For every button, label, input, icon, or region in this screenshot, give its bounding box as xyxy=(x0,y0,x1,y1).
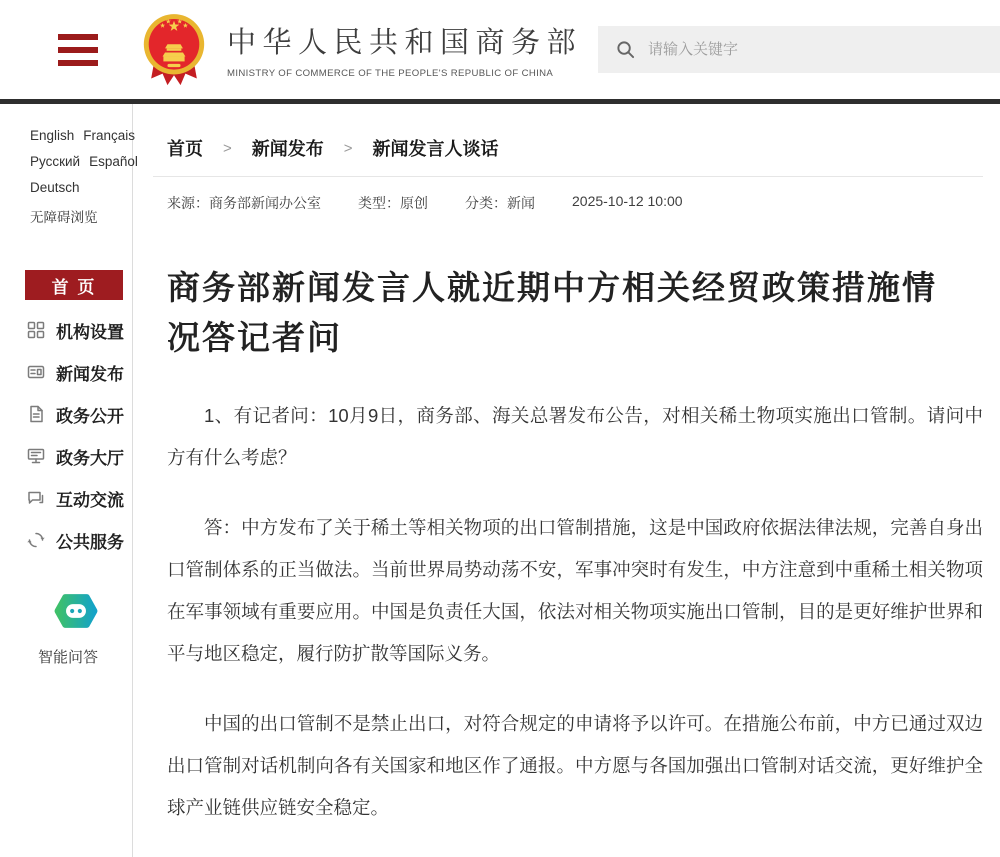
document-icon xyxy=(27,405,45,423)
lang-francais[interactable]: Français xyxy=(83,128,136,143)
breadcrumb xyxy=(153,104,983,177)
meta-category: 分类：新闻 xyxy=(465,195,535,211)
article xyxy=(167,263,983,829)
lang-russian[interactable]: Русский xyxy=(30,154,81,169)
org-grid-icon xyxy=(27,321,45,339)
sidebar-item-gov-hall[interactable] xyxy=(0,435,132,477)
sidebar-item-label: 政务大厅 xyxy=(56,448,124,468)
main-content xyxy=(133,104,1000,857)
sidebar-item-label: 互动交流 xyxy=(56,490,124,510)
sidebar xyxy=(0,104,138,857)
sidebar-item-home[interactable]: 首 页 xyxy=(25,270,123,300)
site-title: 中华人民共和国商务部 xyxy=(227,27,583,59)
sidebar-item-label: 机构设置 xyxy=(56,322,124,342)
national-emblem-icon xyxy=(143,13,205,87)
newspaper-icon xyxy=(27,363,45,381)
article-paragraph: 中国的出口管制不是禁止出口，对符合规定的申请将予以许可。在措施公布前，中方已通过双边出口管制对话机制向各有关国家和地区作了通报。中方愿与各国加强出口管制对话交流，更好维护全球产业链供应链安全稳定。 xyxy=(167,713,983,818)
service-arrows-icon xyxy=(27,531,45,549)
accessibility-link[interactable]: 无障碍浏览 xyxy=(30,210,98,225)
sidebar-item-news[interactable] xyxy=(0,351,132,393)
article-title: 商务部新闻发言人就近期中方相关经贸政策措施情况答记者问 xyxy=(167,269,937,356)
breadcrumb-separator: > xyxy=(343,139,353,157)
language-links xyxy=(30,128,138,232)
search-input[interactable] xyxy=(648,41,948,58)
meta-datetime: 2025-10-12 10:00 xyxy=(572,193,683,209)
sidebar-item-organization[interactable] xyxy=(0,309,132,351)
search-box[interactable] xyxy=(598,26,1000,73)
breadcrumb-news[interactable]: 新闻发布 xyxy=(251,139,324,159)
sidebar-item-interaction[interactable] xyxy=(0,477,132,519)
lang-english[interactable]: English xyxy=(30,128,75,143)
sidebar-item-gov-disclosure[interactable] xyxy=(0,393,132,435)
sidebar-item-label: 新闻发布 xyxy=(56,364,124,384)
breadcrumb-spokesperson-remarks[interactable]: 新闻发言人谈话 xyxy=(372,139,499,159)
article-body xyxy=(167,395,983,829)
monitor-icon xyxy=(27,447,45,465)
sidebar-nav xyxy=(0,309,132,561)
meta-source: 来源：商务部新闻办公室 xyxy=(167,195,321,211)
search-icon xyxy=(616,40,635,59)
chat-icon xyxy=(27,489,45,507)
site-branding xyxy=(227,20,582,79)
hamburger-menu-icon[interactable] xyxy=(58,34,98,66)
breadcrumb-home[interactable]: 首页 xyxy=(167,139,203,159)
robot-icon xyxy=(53,591,99,631)
site-header xyxy=(0,0,1000,99)
article-meta xyxy=(167,193,983,213)
site-subtitle: MINISTRY OF COMMERCE OF THE PEOPLE'S REPUBLIC OF CHINA xyxy=(227,68,554,79)
smart-qa-widget[interactable] xyxy=(0,591,132,667)
sidebar-item-public-services[interactable] xyxy=(0,519,132,561)
article-paragraph: 1、有记者问：10月9日，商务部、海关总署发布公告，对相关稀土物项实施出口管制。请问中方有什么考虑？ xyxy=(167,405,983,468)
meta-type: 类型：原创 xyxy=(358,195,428,211)
sidebar-item-label: 政务公开 xyxy=(56,406,124,426)
breadcrumb-separator: > xyxy=(223,139,232,157)
article-paragraph: 答：中方发布了关于稀土等相关物项的出口管制措施，这是中国政府依据法律法规，完善自身出口管制体系的正当做法。当前世界局势动荡不安，军事冲突时有发生，中方注意到中重稀土相关物项在军事领域有重要应用。中国是负责任大国，依法对相关物项实施出口管制，目的是更好维护世界和平与地区稳定，履行防扩散等国际义务。 xyxy=(167,517,983,664)
lang-espanol[interactable]: Español xyxy=(89,154,138,169)
sidebar-item-label: 公共服务 xyxy=(56,532,124,552)
lang-deutsch[interactable]: Deutsch xyxy=(30,180,80,195)
smart-qa-label: 智能问答 xyxy=(38,649,99,666)
